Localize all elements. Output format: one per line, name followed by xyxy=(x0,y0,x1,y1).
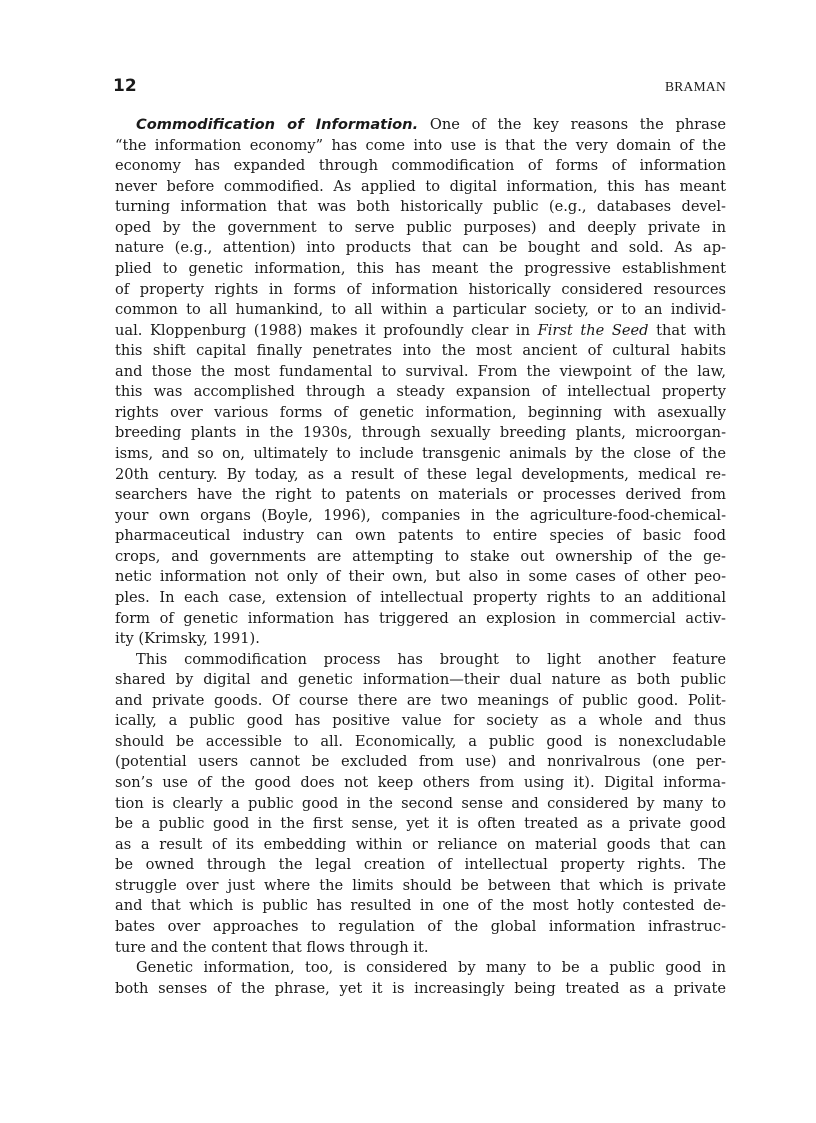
text-line: 20th century. By today, as a result of these legal developments, medical re- xyxy=(115,465,726,483)
paragraph xyxy=(115,650,726,958)
text-line: should be accessible to all. Economically, a public good is nonexcludable xyxy=(115,732,726,750)
text-line: both senses of the phrase, yet it is increasingly being treated as a private xyxy=(115,979,726,997)
text-line: be a public good in the first sense, yet it is often treated as a private good xyxy=(115,815,726,833)
body-text xyxy=(115,115,726,999)
book-title: First the Seed xyxy=(537,321,649,339)
text-line: never before commodified. As applied to digital information, this has meant xyxy=(115,177,726,195)
text-line: (potential users cannot be excluded from use) and nonrivalrous (one per- xyxy=(115,753,726,771)
text-line: rights over various forms of genetic information, beginning with asexually xyxy=(115,403,726,421)
paragraph xyxy=(115,958,726,999)
text-line: this was accomplished through a steady expansion of intellectual property xyxy=(115,383,726,401)
text-line: netic information not only of their own, but also in some cases of other peo- xyxy=(115,568,726,586)
text-line: “the information economy” has come into use is that the very domain of the xyxy=(115,136,726,154)
text-line: form of genetic information has triggered an explosion in commercial activ- xyxy=(115,609,726,627)
text-line: searchers have the right to patents on materials or processes derived from xyxy=(115,486,726,504)
text-line: tion is clearly a public good in the second sense and considered by many to xyxy=(115,794,726,812)
page-number: 12 xyxy=(113,76,137,96)
text-run: that with xyxy=(648,321,726,339)
text-line: struggle over just where the limits should be between that which is private xyxy=(115,876,726,894)
paragraph xyxy=(115,115,726,650)
text-line: economy has expanded through commodification of forms of information xyxy=(115,157,726,175)
text-line: breeding plants in the 1930s, through sexually breeding plants, microorgan- xyxy=(115,424,726,442)
text-line: your own organs (Boyle, 1996), companies in the agriculture-food-chemical- xyxy=(115,506,726,524)
text-line: and those the most fundamental to survival. From the viewpoint of the law, xyxy=(115,362,726,380)
text-line xyxy=(115,115,726,136)
text-line: crops, and governments are attempting to stake out ownership of the ge- xyxy=(115,547,726,565)
text-line: as a result of its embedding within or reliance on material goods that can xyxy=(115,835,726,853)
text-line: this shift capital finally penetrates into the most ancient of cultural habits xyxy=(115,342,726,360)
text-line: common to all humankind, to all within a particular society, or to an individ- xyxy=(115,301,726,319)
text-line: plied to genetic information, this has meant the progressive establishment xyxy=(115,259,726,277)
text-line xyxy=(115,321,726,342)
text-run: ual. Kloppenburg (1988) makes it profoundly clear in xyxy=(115,321,538,339)
text-line: ples. In each case, extension of intellectual property rights to an additional xyxy=(115,588,726,606)
text-line: son’s use of the good does not keep others from using it). Digital informa- xyxy=(115,774,726,791)
text-line: ically, a public good has positive value for society as a whole and thus xyxy=(115,712,726,730)
text-line: pharmaceutical industry can own patents to entire species of basic food xyxy=(115,527,726,545)
text-line: turning information that was both historically public (e.g., databases devel- xyxy=(115,198,726,216)
running-head: BRAMAN xyxy=(664,79,726,94)
text-line: nature (e.g., attention) into products that can be bought and sold. As ap- xyxy=(115,239,726,257)
text-line: of property rights in forms of information historically considered resources xyxy=(115,280,726,298)
text-line: bates over approaches to regulation of the global information infrastruc- xyxy=(115,917,726,935)
text-line: ture and the content that flows through it. xyxy=(115,938,429,956)
text-line: isms, and so on, ultimately to include transgenic animals by the close of the xyxy=(115,445,726,462)
text-line: and that which is public has resulted in one of the most hotly contested de- xyxy=(115,897,726,915)
text-line: be owned through the legal creation of intellectual property rights. The xyxy=(115,856,726,874)
section-heading: Commodification of Information. xyxy=(136,116,419,133)
text-line: and private goods. Of course there are two meanings of public good. Polit- xyxy=(115,691,726,709)
text-run: One of the key reasons the phrase xyxy=(418,116,726,133)
text-line: shared by digital and genetic information—their dual nature as both public xyxy=(115,671,726,689)
text-line: This commodification process has brought to light another feature xyxy=(136,650,726,668)
text-line: Genetic information, too, is considered by many to be a public good in xyxy=(136,959,726,977)
text-line: ity (Krimsky, 1991). xyxy=(115,630,260,648)
text-line: oped by the government to serve public purposes) and deeply private in xyxy=(115,218,726,236)
